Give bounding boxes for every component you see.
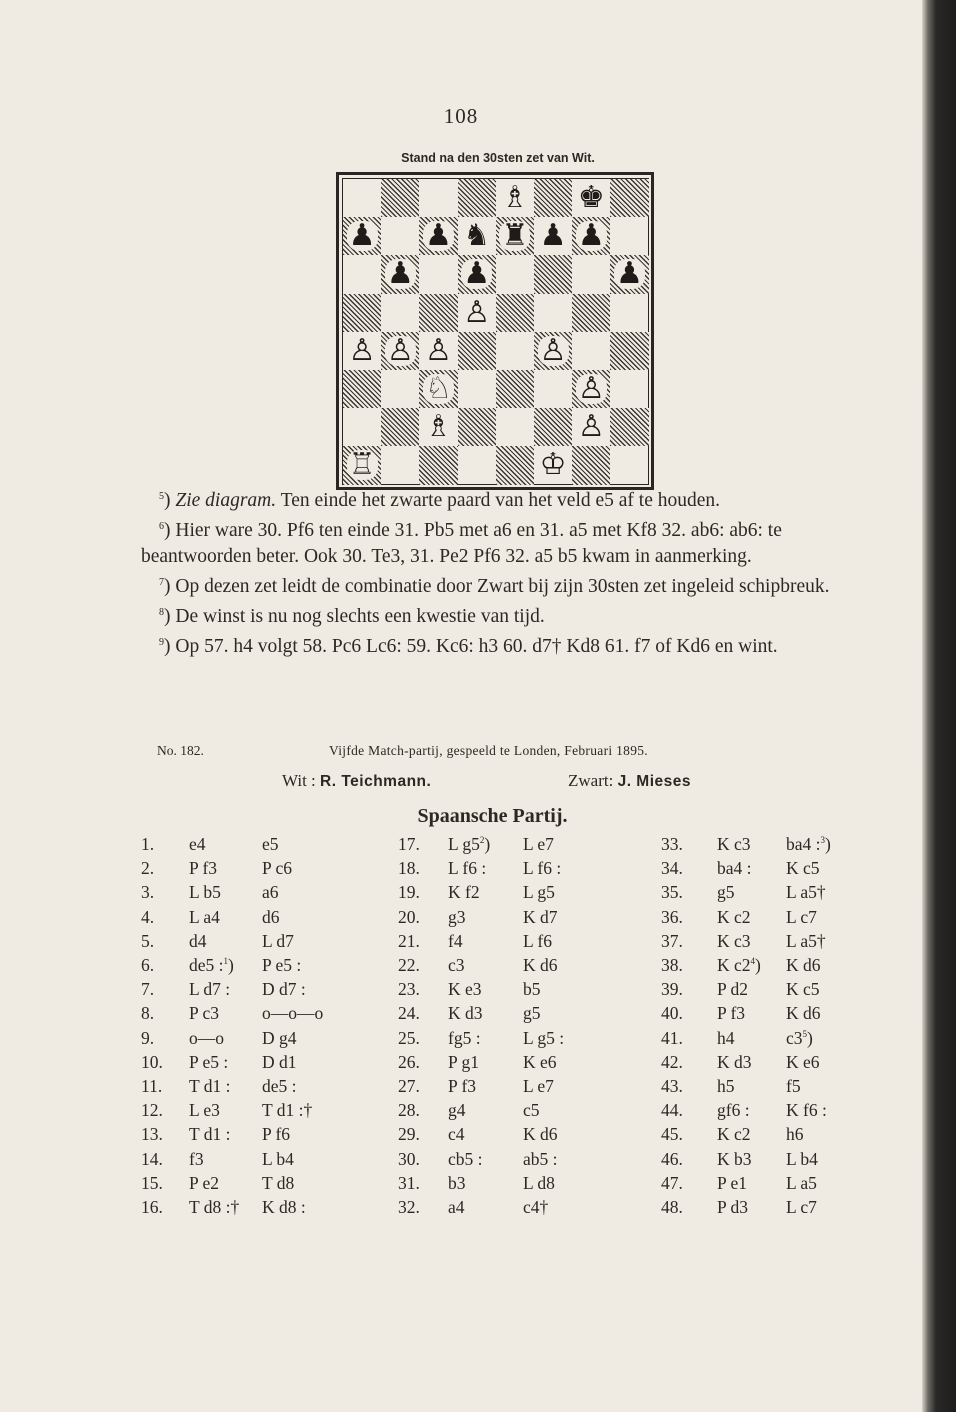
square-b6 (381, 255, 419, 293)
chess-piece-e7: ♜ (501, 218, 529, 254)
white-move: P e1 (717, 1172, 747, 1193)
black-move: T d8 (262, 1172, 295, 1193)
square-a1 (343, 446, 381, 484)
footnote-7: $^7$) Op dezen zet leidt de combinatie door Zwart bij zijn 30sten zet ingeleid schipbreuk. (159, 576, 830, 597)
white-move: g3 (448, 906, 466, 927)
move-number: 27. (398, 1076, 420, 1096)
square-f7 (534, 217, 572, 255)
move-number: 16. (141, 1197, 163, 1217)
white-move: L d7 : (189, 979, 231, 1000)
square-e3 (496, 370, 534, 408)
move-number: 13. (141, 1124, 163, 1145)
footnote-5: $^5$) Zie diagram. Ten einde het zwarte paard van het veld e5 af te houden. (159, 490, 721, 511)
black-move: K d6 (523, 955, 558, 975)
square-b8 (381, 179, 419, 217)
black-move: D g4 (262, 1027, 297, 1048)
chess-piece-h6: ♟ (616, 256, 643, 292)
black-move: L a5 (786, 1172, 817, 1193)
move-number: 5. (141, 930, 155, 951)
black-move: L g5 : (523, 1027, 565, 1048)
square-f4 (534, 332, 572, 370)
move-number: 11. (141, 1076, 163, 1096)
move-number: 18. (398, 858, 420, 879)
square-b7 (381, 217, 419, 255)
chess-piece-a1: ♖ (348, 447, 376, 483)
white-move: P d2 (717, 979, 748, 1000)
black-move: L f6 : (523, 858, 562, 879)
opening-title: Spaansche Partij. (417, 805, 568, 827)
move-number: 48. (661, 1197, 683, 1217)
footnote-marker: 9 (159, 637, 164, 648)
white-move: h5 (717, 1076, 735, 1096)
black-move: D d7 : (262, 979, 306, 1000)
square-d8 (458, 179, 496, 217)
white-move: K c3 (717, 834, 751, 854)
move-number: 23. (398, 979, 420, 1000)
game-number: No. 182. (157, 743, 204, 758)
footnote-text: Zie diagram. (175, 490, 277, 511)
note-marker: 5 (802, 1028, 808, 1039)
black-move: L f6 (523, 930, 552, 951)
black-move: c5 (523, 1100, 540, 1121)
black-move: L d8 (523, 1172, 555, 1193)
move-number: 31. (398, 1172, 420, 1193)
square-d7 (458, 217, 496, 255)
square-a3 (343, 370, 381, 408)
black-move: L d7 (262, 930, 294, 951)
move-number: 4. (141, 906, 155, 927)
move-number: 15. (141, 1172, 163, 1193)
black-move: P e5 : (262, 955, 302, 975)
square-b1 (381, 446, 419, 484)
chess-piece-d5: ♙ (463, 294, 491, 330)
white-move: d4 (189, 930, 207, 951)
move-number: 28. (398, 1100, 420, 1121)
white-move: T d1 : (189, 1076, 231, 1096)
chess-piece-b4: ♙ (386, 332, 414, 368)
move-number: 45. (661, 1124, 683, 1145)
move-number: 20. (398, 906, 420, 927)
white-move: K c3 (717, 930, 751, 951)
black-move: K d6 (523, 1124, 558, 1145)
black-label: Zwart: (568, 771, 614, 790)
chess-piece-c3: ♘ (425, 371, 452, 407)
white-move: L a4 (189, 906, 220, 927)
chess-piece-a7: ♟ (348, 218, 376, 254)
black-move: g5 (523, 1003, 541, 1024)
footnote-text: Ten einde het zwarte paard van het veld e5 af te houden. (276, 490, 721, 511)
square-a6 (343, 255, 381, 293)
move-number: 43. (661, 1076, 683, 1096)
square-h7 (610, 217, 648, 255)
square-g4 (572, 332, 610, 370)
white-move: P c3 (189, 1003, 219, 1024)
square-e5 (496, 294, 534, 332)
square-b2 (381, 408, 419, 446)
black-move: a6 (262, 882, 279, 903)
square-h6 (610, 255, 648, 293)
footnote-text: Hier ware 30. Pf6 ten einde 31. Pb5 met a6 en 31. a5 met Kf8 32. ab6: ab6: te beantwoorden beter. Ook 30. Te3, 31. Pe2 Pf6 32. a5 b5 kwam in aanmerking. (141, 520, 782, 567)
move-number: 26. (398, 1051, 420, 1072)
black-move: K d6 (786, 1003, 821, 1024)
footnote-8: $^8$) De winst is nu nog slechts een kwestie van tijd. (159, 606, 545, 627)
white-move: c4 (448, 1124, 465, 1145)
move-number: 29. (398, 1124, 420, 1145)
square-c5 (419, 294, 457, 332)
white-move: P f3 (448, 1076, 477, 1096)
square-e7 (496, 217, 534, 255)
footnote-text: Op dezen zet leidt de combinatie door Zwart bij zijn 30sten zet ingeleid schipbreuk. (175, 576, 830, 597)
white-move: cb5 : (448, 1148, 483, 1169)
black-player (568, 771, 691, 791)
square-d5 (458, 294, 496, 332)
square-g1 (572, 446, 610, 484)
footnote-marker: 7 (159, 577, 164, 588)
black-move: K e6 (786, 1051, 820, 1072)
black-move: b5 (523, 979, 541, 1000)
chess-piece-c2: ♗ (425, 409, 452, 445)
black-move: K d7 (523, 906, 558, 927)
square-g8 (572, 179, 610, 217)
square-a4 (343, 332, 381, 370)
move-number: 14. (141, 1148, 163, 1169)
footnote-marker: 5 (159, 491, 164, 502)
black-move: K f6 : (786, 1100, 827, 1121)
white-move: L e3 (189, 1100, 220, 1121)
move-number: 38. (661, 955, 683, 975)
white-move: T d1 : (189, 1124, 231, 1145)
chess-diagram (342, 178, 649, 485)
square-f8 (534, 179, 572, 217)
page-number: 108 (443, 104, 479, 128)
note-marker: 1 (223, 956, 229, 966)
square-b4 (381, 332, 419, 370)
white-move: K f2 (448, 882, 480, 903)
chess-piece-f1: ♔ (539, 447, 567, 483)
square-a7 (343, 217, 381, 255)
square-g3 (572, 370, 610, 408)
square-c1 (419, 446, 457, 484)
white-move: K d3 (448, 1003, 483, 1024)
footnote-text: Op 57. h4 volgt 58. Pc6 Lc6: 59. Kc6: h3 60. d7† Kd8 61. f7 of Kd6 en wint. (175, 636, 778, 657)
square-d2 (458, 408, 496, 446)
footnote-text: De winst is nu nog slechts een kwestie van tijd. (175, 606, 545, 627)
chess-piece-f7: ♟ (539, 218, 567, 254)
square-c2 (419, 408, 457, 446)
square-f6 (534, 255, 572, 293)
diagram-caption: Stand na den 30sten zet van Wit. (401, 151, 595, 165)
square-e4 (496, 332, 534, 370)
page-edge-shadow (922, 0, 956, 1412)
black-move: L g5 (523, 882, 555, 903)
move-number: 19. (398, 882, 420, 903)
square-h4 (610, 332, 648, 370)
white-move: e4 (189, 834, 206, 854)
white-name: R. Teichmann. (320, 773, 432, 790)
chess-piece-g7: ♟ (577, 218, 605, 254)
footnote-marker: 8 (159, 607, 164, 618)
black-move: K e6 (523, 1051, 557, 1072)
black-move: P c6 (262, 858, 292, 879)
square-c8 (419, 179, 457, 217)
chess-piece-g2: ♙ (577, 409, 605, 445)
footnote-marker: 6 (159, 521, 164, 532)
black-move: e5 (262, 834, 279, 854)
white-move: P f3 (717, 1003, 746, 1024)
square-h8 (610, 179, 648, 217)
white-move: P f3 (189, 858, 218, 879)
chess-piece-e8: ♗ (501, 180, 529, 216)
black-move: L e7 (523, 834, 554, 854)
white-move: L $g5^2$) (448, 834, 491, 854)
black-move: L b4 (786, 1148, 818, 1169)
square-e8 (496, 179, 534, 217)
white-move: K $c2^4$) (717, 955, 761, 975)
white-label: Wit : (282, 771, 316, 790)
white-move: c3 (448, 955, 465, 975)
square-b3 (381, 370, 419, 408)
square-e6 (496, 255, 534, 293)
white-move: ba4 : (717, 858, 752, 879)
move-number: 8. (141, 1003, 155, 1024)
note-marker: 4 (750, 956, 756, 966)
square-h3 (610, 370, 648, 408)
chess-piece-c7: ♟ (425, 218, 452, 254)
chess-piece-d7: ♞ (463, 218, 491, 254)
move-number: 17. (398, 834, 420, 854)
black-move: K c5 (786, 858, 820, 879)
move-number: 24. (398, 1003, 420, 1024)
square-c6 (419, 255, 457, 293)
square-f2 (534, 408, 572, 446)
chess-piece-b6: ♟ (386, 256, 414, 292)
move-number: 21. (398, 930, 420, 951)
black-move: L e7 (523, 1076, 554, 1096)
black-move: K c5 (786, 979, 820, 1000)
move-number: 2. (141, 858, 155, 879)
black-move: ab5 : (523, 1148, 558, 1169)
move-number: 22. (398, 955, 420, 975)
white-move: L b5 (189, 882, 221, 903)
square-d6 (458, 255, 496, 293)
chess-piece-a4: ♙ (348, 332, 376, 368)
white-move: a4 (448, 1197, 465, 1217)
move-number: 10. (141, 1051, 163, 1072)
black-move: d6 (262, 906, 280, 927)
move-number: 3. (141, 882, 155, 903)
white-move: de5 :$^1$) (189, 955, 234, 975)
black-move: K d8 : (262, 1197, 306, 1217)
white-move: K c2 (717, 1124, 751, 1145)
chess-piece-g8: ♚ (577, 180, 605, 216)
black-move: K d6 (786, 955, 821, 975)
black-move: f5 (786, 1076, 801, 1096)
move-number: 40. (661, 1003, 683, 1024)
square-e2 (496, 408, 534, 446)
black-move: $c3^5$) (786, 1027, 813, 1048)
move-number: 44. (661, 1100, 683, 1121)
black-move: L a5† (786, 930, 826, 951)
white-move: P d3 (717, 1197, 748, 1217)
square-e1 (496, 446, 534, 484)
note-marker: 3 (820, 835, 826, 845)
square-a2 (343, 408, 381, 446)
footnote-9: $^9$) Op 57. h4 volgt 58. Pc6 Lc6: 59. Kc6: h3 60. d7† Kd8 61. f7 of Kd6 en wint. (159, 636, 778, 657)
move-number: 36. (661, 906, 683, 927)
black-move: o—o—o (262, 1003, 324, 1024)
white-move: K c2 (717, 906, 751, 927)
square-d3 (458, 370, 496, 408)
move-number: 33. (661, 834, 683, 854)
white-move: f4 (448, 930, 463, 951)
square-h2 (610, 408, 648, 446)
white-move: g5 (717, 882, 735, 903)
black-move: L c7 (786, 906, 817, 927)
square-c3 (419, 370, 457, 408)
black-move: P f6 (262, 1124, 291, 1145)
move-number: 1. (141, 834, 155, 854)
white-move: K e3 (448, 979, 482, 1000)
white-move: fg5 : (448, 1027, 481, 1048)
white-move: P g1 (448, 1051, 479, 1072)
black-move: c4† (523, 1197, 549, 1217)
move-number: 41. (661, 1027, 683, 1048)
chess-piece-c4: ♙ (425, 332, 452, 368)
move-number: 30. (398, 1148, 420, 1169)
footnote-6: $^6$) Hier ware 30. Pf6 ten einde 31. Pb5 met a6 en 31. a5 met Kf8 32. ab6: ab6: te beantwoorden beter. Ook 30. Te3, 31. Pe2 Pf6 32. a5 b5 kwam in aanmerking. (141, 520, 782, 567)
square-b5 (381, 294, 419, 332)
square-g6 (572, 255, 610, 293)
move-number: 37. (661, 930, 683, 951)
move-number: 46. (661, 1148, 683, 1169)
square-d1 (458, 446, 496, 484)
white-move: b3 (448, 1172, 466, 1193)
white-move: h4 (717, 1027, 735, 1048)
white-move: P e2 (189, 1172, 219, 1193)
chess-piece-g3: ♙ (577, 371, 605, 407)
square-g5 (572, 294, 610, 332)
move-number: 7. (141, 979, 155, 1000)
move-number: 35. (661, 882, 683, 903)
black-move: L c7 (786, 1197, 817, 1217)
black-move: L b4 (262, 1148, 294, 1169)
square-a8 (343, 179, 381, 217)
chess-piece-d6: ♟ (463, 256, 491, 292)
square-g7 (572, 217, 610, 255)
square-g2 (572, 408, 610, 446)
move-number: 6. (141, 955, 155, 975)
white-move: K b3 (717, 1148, 752, 1169)
move-number: 42. (661, 1051, 683, 1072)
square-f5 (534, 294, 572, 332)
square-c4 (419, 332, 457, 370)
move-number: 25. (398, 1027, 420, 1048)
move-number: 47. (661, 1172, 683, 1193)
white-move: f3 (189, 1148, 204, 1169)
white-move: o—o (189, 1027, 224, 1048)
square-f3 (534, 370, 572, 408)
square-f1 (534, 446, 572, 484)
square-d4 (458, 332, 496, 370)
black-name: J. Mieses (617, 773, 692, 790)
white-move: L f6 : (448, 858, 487, 879)
chess-piece-f4: ♙ (539, 332, 567, 368)
white-player (282, 771, 431, 791)
white-move: g4 (448, 1100, 466, 1121)
black-move: h6 (786, 1124, 804, 1145)
black-move: D d1 (262, 1051, 297, 1072)
footnotes (141, 484, 863, 660)
square-a5 (343, 294, 381, 332)
move-number: 32. (398, 1197, 420, 1217)
move-number: 12. (141, 1100, 163, 1121)
game-description: Vijfde Match-partij, gespeeld te Londen, Februari 1895. (329, 743, 648, 758)
white-move: gf6 : (717, 1100, 750, 1121)
white-move: T d8 :† (189, 1197, 240, 1217)
black-move: de5 : (262, 1076, 297, 1096)
black-move: ba4 :$^3$) (786, 834, 831, 854)
square-c7 (419, 217, 457, 255)
white-move: P e5 : (189, 1051, 229, 1072)
white-move: K d3 (717, 1051, 752, 1072)
square-h5 (610, 294, 648, 332)
black-move: L a5† (786, 882, 826, 903)
move-number: 39. (661, 979, 683, 1000)
move-number: 9. (141, 1027, 155, 1048)
note-marker: 2 (479, 835, 485, 845)
move-number: 34. (661, 858, 683, 879)
black-move: T d1 :† (262, 1100, 313, 1121)
square-h1 (610, 446, 648, 484)
